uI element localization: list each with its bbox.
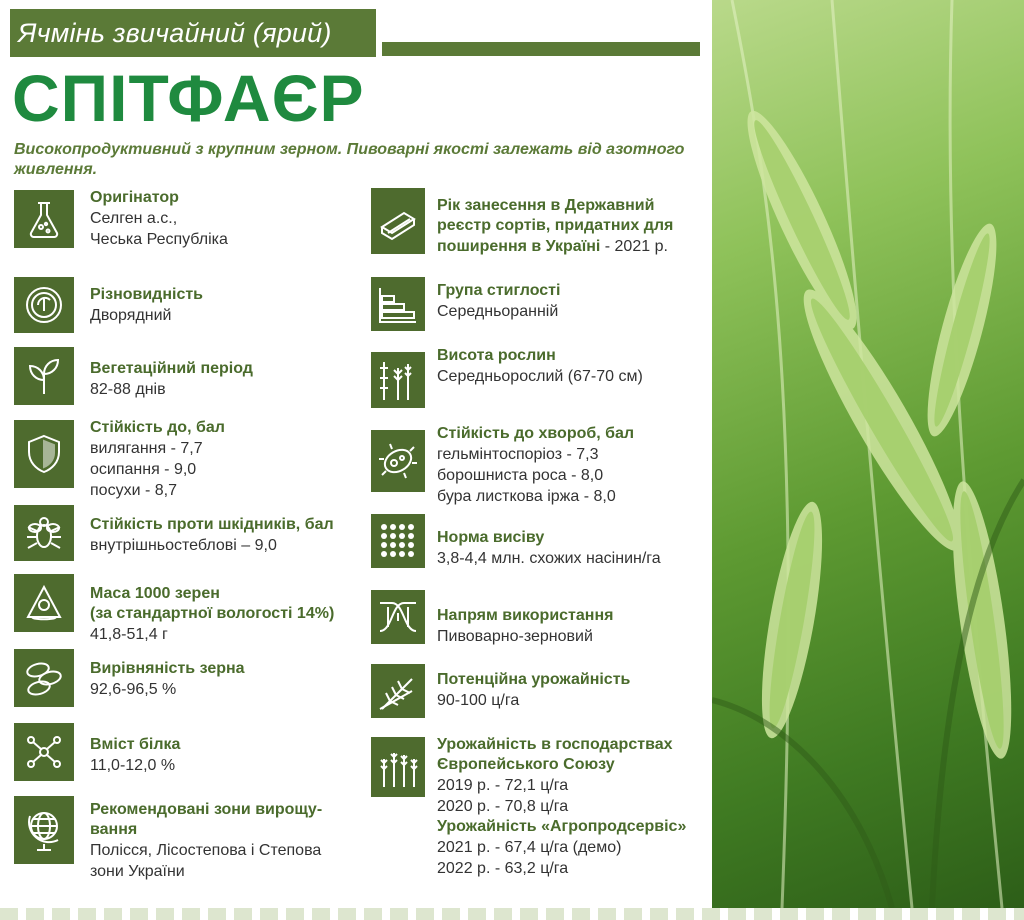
registration-year-value: - 2021 р.	[600, 238, 668, 255]
eu-yield-label-1: Урожайність в господарствах	[437, 736, 673, 753]
potential-yield-label: Потенційна урожайність	[437, 671, 631, 688]
registration-label-1: Рік занесення в Державний	[437, 197, 655, 214]
grain-mass-label-note: (за стандартної вологості 14%)	[90, 605, 335, 622]
molecule-icon	[14, 723, 74, 781]
vegetation-value: 82-88 днів	[90, 381, 166, 398]
usage-label: Напрям використання	[437, 607, 614, 624]
uniformity-value: 92,6-96,5 %	[90, 681, 177, 698]
grains-icon	[14, 649, 74, 707]
height-value: Середньорослий (67-70 см)	[437, 368, 643, 385]
zones-value-2: зони України	[90, 863, 185, 880]
bottom-decorative-strip	[0, 908, 1024, 920]
uniformity-label: Вирівняність зерна	[90, 660, 245, 677]
grain-cross-section-icon	[14, 277, 74, 333]
eu-yield-2019: 2019 р. - 72,1 ц/га	[437, 777, 569, 794]
shield-icon	[14, 420, 74, 488]
disease-helminthosporiosis: гельмінтоспоріоз - 7,3	[437, 446, 599, 463]
globe-icon	[14, 796, 74, 864]
registration-label-2: реєстр сортів, придатних для	[437, 217, 674, 234]
eu-yield-2020: 2020 р. - 70,8 ц/га	[437, 798, 569, 815]
protein-label: Вміст білка	[90, 736, 181, 753]
originator-value-2: Чеська Республіка	[90, 231, 228, 248]
sprout-icon	[14, 347, 74, 405]
usage-value: Пивоварно-зерновий	[437, 628, 593, 645]
agroprodservice-yield-label: Урожайність «Агропродсервіс»	[437, 818, 687, 835]
resistance-drought: посухи - 8,7	[90, 482, 177, 499]
variety-type-label: Різновидність	[90, 286, 204, 303]
insect-icon	[14, 505, 74, 561]
pest-resistance-value: внутрішньостеблові – 9,0	[90, 537, 277, 554]
wheat-field-icon	[371, 737, 425, 797]
disease-powdery-mildew: борошниста роса - 8,0	[437, 467, 604, 484]
page-title: СПІТФАЄР	[12, 61, 365, 135]
maturity-value: Середньоранній	[437, 303, 559, 320]
scale-icon	[14, 574, 74, 632]
seeding-rate-value: 3,8-4,4 млн. схожих насінин/га	[437, 550, 661, 567]
seed-grid-icon	[371, 514, 425, 568]
variety-type-value: Дворядний	[90, 307, 172, 324]
flask-icon	[14, 190, 74, 248]
variety-description: Високопродуктивний з крупним зерном. Пивоварні якості залежать від азотного живлення.	[14, 141, 685, 178]
potential-yield-value: 90-100 ц/га	[437, 692, 520, 709]
resistance-lodging: вилягання - 7,7	[90, 440, 203, 457]
agro-yield-2022: 2022 р. - 63,2 ц/га	[437, 860, 569, 877]
agro-yield-2021: 2021 р. - 67,4 ц/га (демо)	[437, 839, 622, 856]
microbe-icon	[371, 430, 425, 492]
protein-value: 11,0-12,0 %	[90, 757, 176, 774]
bars-icon	[371, 277, 425, 331]
book-icon	[371, 188, 425, 254]
subtitle-banner: Ячмінь звичайний (ярий)	[10, 9, 376, 57]
zones-label: Рекомендовані зони вирощу-	[90, 801, 323, 818]
seeding-rate-label: Норма висіву	[437, 529, 545, 546]
zones-value-1: Полісся, Лісостепова і Степова	[90, 842, 322, 859]
registration-label-3: поширення в Україні	[437, 238, 601, 255]
pest-resistance-label: Стійкість проти шкідників, бал	[90, 516, 334, 533]
grain-mass-label: Маса 1000 зерен	[90, 585, 220, 602]
disease-brown-rust: бура листкова іржа - 8,0	[437, 488, 616, 505]
resistance-label: Стійкість до, бал	[90, 419, 225, 436]
dna-icon	[371, 590, 425, 644]
vegetation-label: Вегетаційний період	[90, 360, 253, 377]
grain-mass-value: 41,8-51,4 г	[90, 626, 168, 643]
barley-photo	[712, 0, 1024, 908]
zones-label-cont: вання	[90, 821, 138, 838]
originator-label: Оригінатор	[90, 189, 179, 206]
maturity-label: Група стиглості	[437, 282, 561, 299]
eu-yield-label-2: Європейського Союзу	[437, 756, 615, 773]
height-icon	[371, 352, 425, 408]
disease-label: Стійкість до хвороб, бал	[437, 425, 635, 442]
resistance-shedding: осипання - 9,0	[90, 461, 197, 478]
height-label: Висота рослин	[437, 347, 556, 364]
subtitle-divider	[382, 42, 700, 56]
originator-value-1: Селген а.с.,	[90, 210, 178, 227]
ears-icon	[371, 664, 425, 718]
